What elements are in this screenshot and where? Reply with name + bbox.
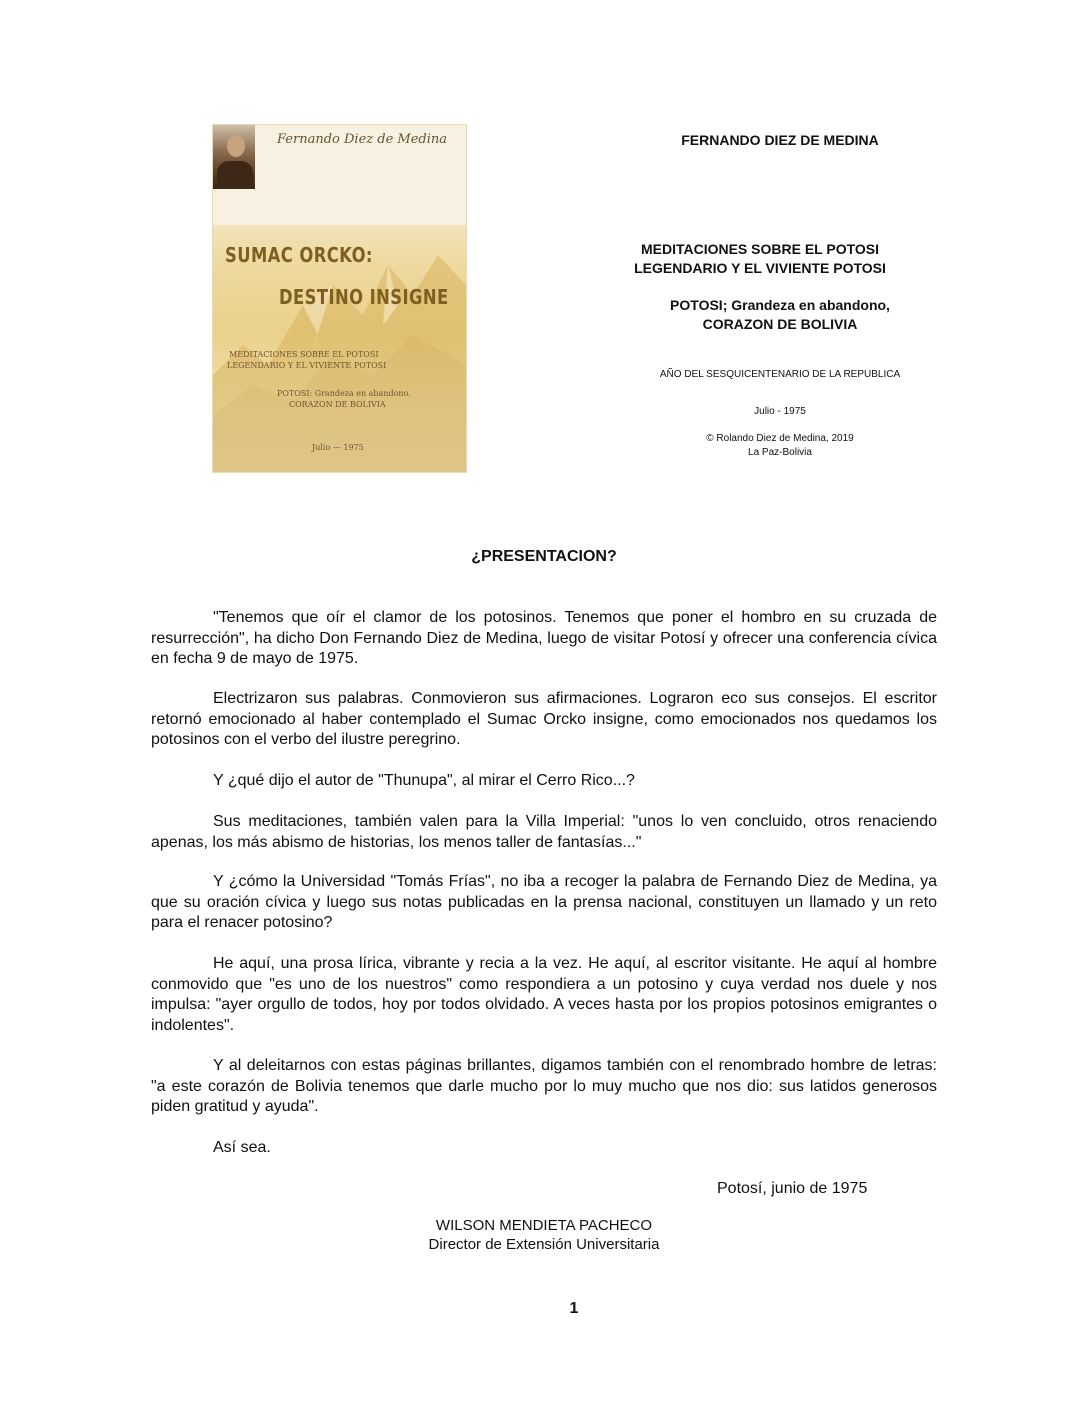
section-title: ¿PRESENTACION? [471, 548, 617, 565]
signature-block [344, 1216, 744, 1254]
cover-title-line1: SUMAC ORCKO: [225, 243, 373, 267]
paragraph: "Tenemos que oír el clamor de los potosinos. Tenemos que poner el hombro en su cruzada de resurrección", ha dicho Don Fernando Diez de Medina, luego de visitar Potosí y ofrecer una conferencia cívica en fecha 9 de mayo de 1975. [151, 609, 937, 667]
paragraph: Y ¿cómo la Universidad "Tomás Frías", no iba a recoger la palabra de Fernando Diez de Medina, ya que su oración cívica y luego sus notas publicadas en la prensa nacional, constituyen un llamado y un reto para el renacer potosino? [151, 873, 937, 931]
page-number: 1 [569, 1300, 579, 1317]
cover-subtitle-line4: CORAZON DE BOLIVIA [289, 400, 386, 409]
signer-title: Director de Extensión Universitaria [428, 1236, 660, 1253]
book-cover-image [213, 125, 466, 472]
header-subtitle-line2: CORAZON DE BOLIVIA [702, 316, 858, 332]
author-portrait-photo [213, 125, 255, 189]
header-copyright-text: Rolando Diez de Medina, 2019 [716, 433, 854, 444]
paragraph: He aquí, una prosa lírica, vibrante y recia a la vez. He aquí, al escritor visitante. He aquí al hombre conmovido que "es uno de los nuestros" como respondiera a un potosino y cuya verdad nos duele y nos impulsa: "ayer orgullo de todos, hoy por todos olvidado. A veces hasta por los propios potosinos emigrantes o indolentes". [151, 955, 937, 1034]
cover-subtitle-line1: MEDITACIONES SOBRE EL POTOSI [229, 350, 379, 359]
cover-date: Julio — 1975 [312, 443, 364, 452]
header-year-note: AÑO DEL SESQUICENTENARIO DE LA REPUBLICA [659, 369, 901, 380]
header-subtitle-line1: POTOSI; Grandeza en abandono, [670, 297, 890, 313]
header-place: La Paz-Bolivia [748, 447, 812, 458]
header-author: FERNANDO DIEZ DE MEDINA [681, 132, 879, 148]
paragraph: Y ¿qué dijo el autor de "Thunupa", al mirar el Cerro Rico...? [213, 772, 635, 789]
paragraph: Y al deleitarnos con estas páginas brillantes, digamos también con el renombrado hombre de letras: "a este corazón de Bolivia tenemos que darle mucho por lo muy mucho que nos dio: sus latidos generosos piden gratitud y ayuda". [151, 1057, 937, 1115]
header-title [580, 240, 940, 278]
cover-title-line2: DESTINO INSIGNE [279, 285, 449, 309]
header-title-line2: LEGENDARIO Y EL VIVIENTE POTOSI [634, 260, 886, 276]
signer-name: WILSON MENDIETA PACHECO [435, 1217, 653, 1234]
header-subtitle [580, 296, 980, 334]
paragraph: Así sea. [213, 1139, 271, 1156]
header-title-line1: MEDITACIONES SOBRE EL POTOSI [640, 241, 880, 257]
cover-subtitle-line2: LEGENDARIO Y EL VIVIENTE POTOSI [227, 361, 387, 370]
header-date: Julio - 1975 [754, 406, 806, 417]
cover-author: Fernando Diez de Medina [277, 132, 448, 147]
paragraph: Electrizaron sus palabras. Conmovieron sus afirmaciones. Lograron eco sus consejos. El escritor retornó emocionado al haber contemplado el Sumac Orcko insigne, como emocionados nos quedamos los potosinos con el verbo del ilustre peregrino. [151, 690, 937, 748]
cover-subtitle-line3: POTOSI: Grandeza en abandono. [277, 389, 411, 398]
copyright-icon: © [706, 433, 714, 444]
header-copyright [580, 432, 980, 446]
paragraph: Sus meditaciones, también valen para la Villa Imperial: "unos lo ven concluido, otros renaciendo apenas, los más abismo de historias, los menos taller de fantasías..." [151, 813, 937, 851]
closing-place-date: Potosí, junio de 1975 [717, 1180, 868, 1197]
